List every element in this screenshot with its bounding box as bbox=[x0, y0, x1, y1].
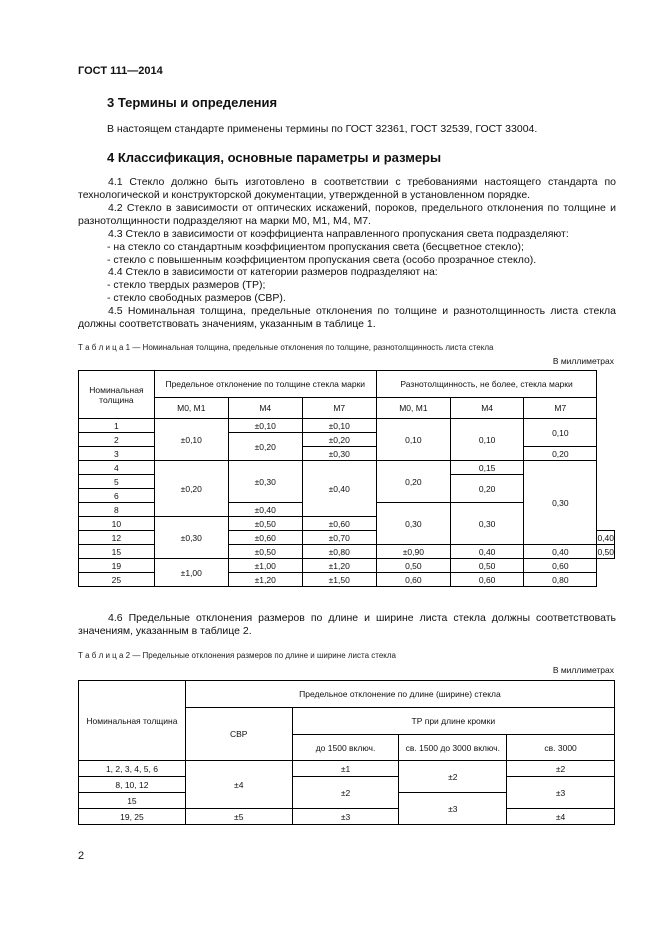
table-1-cell: 10 bbox=[79, 517, 155, 531]
table-1-cell: 0,40 bbox=[597, 532, 614, 543]
table-2-cell: 15 bbox=[79, 793, 186, 809]
table-2 bbox=[78, 680, 615, 825]
table-1-cell: 3 bbox=[79, 447, 155, 461]
table-1-cell: 0,60 bbox=[451, 573, 524, 587]
table-1-cell: 0,50 bbox=[451, 559, 524, 573]
table-2-header-thickness: Номинальная толщина bbox=[79, 681, 186, 761]
table-1-cell: ±0,30 bbox=[154, 517, 228, 559]
table-1-cell: ±1,00 bbox=[154, 559, 228, 587]
table-1-cell: ±0,40 bbox=[228, 503, 302, 517]
table-1-cell: ±0,30 bbox=[228, 461, 302, 503]
table-1-cell: ±0,50 bbox=[228, 545, 302, 559]
table-1-cell: 0,60 bbox=[376, 573, 450, 587]
table-1-cell: ±1,20 bbox=[228, 573, 302, 587]
table-1-cell: 1 bbox=[79, 419, 155, 433]
table-1-cell: ±0,70 bbox=[302, 531, 376, 545]
table-2-cell: ±3 bbox=[507, 777, 615, 809]
table-2-header-tr: ТР при длине кромки bbox=[292, 708, 614, 735]
table-1-cell: 0,20 bbox=[376, 461, 450, 503]
section-3-title: 3 Термины и определения bbox=[107, 95, 278, 110]
table-2-unit: В миллиметрах bbox=[552, 665, 614, 675]
paragraph-4-4-item-1: - стекло твердых размеров (ТР); bbox=[107, 279, 266, 291]
paragraph-4-1: 4.1 Стекло должно быть изготовлено в соответствии с требованиями настоящего стандарта по технологической и конструкторской документации, утвержденной в установленном порядке. bbox=[78, 176, 616, 201]
table-1-cell: 0,50 bbox=[376, 559, 450, 573]
table-1-cell: ±0,20 bbox=[228, 433, 302, 461]
table-1-header-var-m7: М7 bbox=[524, 398, 597, 419]
table-2-caption: Т а б л и ц а 2 — Предельные отклонения размеров по длине и ширине листа стекла bbox=[78, 651, 396, 660]
table-1-cell: ±0,60 bbox=[228, 531, 302, 545]
table-2-cell: 8, 10, 12 bbox=[79, 777, 186, 793]
section-4-title: 4 Классификация, основные параметры и размеры bbox=[107, 150, 442, 165]
table-2-header-deviation: Предельное отклонение по длине (ширине) стекла bbox=[185, 681, 614, 708]
table-1-cell: 0,60 bbox=[524, 559, 597, 573]
table-1-cell: ±0,10 bbox=[228, 419, 302, 433]
table-1-cell: 0,30 bbox=[376, 503, 450, 545]
table-1-cell: 0,30 bbox=[451, 503, 524, 545]
table-2-cell: ±1 bbox=[292, 761, 399, 777]
table-1-cell: 0,10 bbox=[524, 419, 597, 447]
table-1-cell: 0,20 bbox=[451, 475, 524, 503]
table-1-cell: 25 bbox=[79, 573, 155, 587]
page-number: 2 bbox=[78, 850, 85, 862]
table-1-cell: 6 bbox=[79, 489, 155, 503]
table-1-cell: ±1,00 bbox=[228, 559, 302, 573]
table-2-header-col-1: до 1500 включ. bbox=[292, 735, 399, 761]
table-1-cell: 0,10 bbox=[451, 419, 524, 461]
table-2-cell: ±2 bbox=[399, 761, 507, 793]
paragraph-4-5: 4.5 Номинальная толщина, предельные отклонения по толщине и разнотолщинность листа стекла должны соответствовать значениям, указанным в таблице 1. bbox=[78, 305, 616, 330]
table-1-cell: 0,10 bbox=[376, 419, 450, 461]
table-1-header-dev-m0m1: М0, М1 bbox=[154, 398, 228, 419]
table-1-cell: ±0,50 bbox=[228, 517, 302, 531]
table-1-header-dev-m7: М7 bbox=[302, 398, 376, 419]
table-1-cell: ±0,30 bbox=[302, 447, 376, 461]
table-1-header-var-m0m1: М0, М1 bbox=[376, 398, 450, 419]
table-1 bbox=[78, 370, 615, 587]
table-1-cell: ±1,50 bbox=[302, 573, 376, 587]
table-1-cell: 12 bbox=[79, 531, 155, 545]
table-1-cell: ±0,90 bbox=[376, 545, 450, 559]
paragraph-4-3-item-1: - на стекло со стандартным коэффициентом пропускания света (бесцветное стекло); bbox=[107, 241, 524, 253]
table-1-cell: ±0,20 bbox=[154, 461, 228, 517]
table-2-cell: ±2 bbox=[292, 777, 399, 809]
table-1-header-dev-m4: М4 bbox=[228, 398, 302, 419]
paragraph-4-3-item-2: - стекло с повышенным коэффициентом пропускания света (особо прозрачное стекло). bbox=[107, 254, 537, 266]
paragraph-4-6: 4.6 Предельные отклонения размеров по длине и ширине листа стекла должны соответствовать значениям, указанным в таблице 2. bbox=[78, 612, 616, 637]
table-1-cell: 0,80 bbox=[524, 573, 597, 587]
table-2-header-col-2: св. 1500 до 3000 включ. bbox=[399, 735, 507, 761]
table-1-cell: ±0,10 bbox=[302, 419, 376, 433]
table-1-cell: 0,30 bbox=[524, 461, 597, 545]
table-2-header-col-3: св. 3000 bbox=[507, 735, 615, 761]
table-2-cell: ±3 bbox=[399, 793, 507, 825]
table-1-cell: ±0,40 bbox=[302, 461, 376, 517]
table-1-cell: 2 bbox=[79, 433, 155, 447]
table-2-cell: ±4 bbox=[507, 809, 615, 825]
table-1-header-var-m4: М4 bbox=[451, 398, 524, 419]
table-1-cell: 0,15 bbox=[451, 461, 524, 475]
section-3-text: В настоящем стандарте применены термины по ГОСТ 32361, ГОСТ 32539, ГОСТ 33004. bbox=[107, 123, 538, 135]
document-header: ГОСТ 111—2014 bbox=[78, 65, 163, 77]
table-1-header-deviation: Предельное отклонение по толщине стекла марки bbox=[154, 371, 376, 398]
table-1-cell: 0,40 bbox=[451, 545, 524, 559]
table-1-cell: ±0,80 bbox=[302, 545, 376, 559]
table-1-cell: 8 bbox=[79, 503, 155, 517]
table-2-cell: ±4 bbox=[185, 761, 292, 809]
table-1-cell: ±1,20 bbox=[302, 559, 376, 573]
paragraph-4-2: 4.2 Стекло в зависимости от оптических искажений, пороков, предельного отклонения по толщине и разнотолщинности подразделяют на марки М0, М1, М4, М7. bbox=[78, 202, 616, 227]
table-1-caption: Т а б л и ц а 1 — Номинальная толщина, предельные отклонения по толщине, разнотолщинность листа стекла bbox=[78, 343, 494, 352]
table-1-cell: 19 bbox=[79, 559, 155, 573]
table-2-cell: 1, 2, 3, 4, 5, 6 bbox=[79, 761, 186, 777]
table-1-cell: ±0,60 bbox=[302, 517, 376, 531]
paragraph-4-4-item-2: - стекло свободных размеров (СВР). bbox=[107, 292, 286, 304]
table-1-cell: 5 bbox=[79, 475, 155, 489]
table-1-cell: 4 bbox=[79, 461, 155, 475]
table-2-cell: ±2 bbox=[507, 761, 615, 777]
table-2-cell: 19, 25 bbox=[79, 809, 186, 825]
table-2-header-svr: СВР bbox=[185, 708, 292, 761]
paragraph-4-4: 4.4 Стекло в зависимости от категории размеров подразделяют на: bbox=[108, 266, 438, 278]
table-1-unit: В миллиметрах bbox=[552, 356, 614, 366]
table-1-cell: 15 bbox=[79, 545, 155, 559]
table-1-header-variation: Разнотолщинность, не более, стекла марки bbox=[376, 371, 597, 398]
table-1-header-thickness: Номинальная толщина bbox=[79, 371, 155, 419]
table-1-cell: ±0,10 bbox=[154, 419, 228, 461]
table-1-cell: 0,50 bbox=[597, 546, 614, 557]
paragraph-4-3: 4.3 Стекло в зависимости от коэффициента направленного пропускания света подразделяют: bbox=[108, 228, 569, 240]
table-1-cell: ±0,20 bbox=[302, 433, 376, 447]
table-1-cell: 0,40 bbox=[524, 545, 597, 559]
table-1-cell: 0,20 bbox=[524, 447, 597, 461]
table-2-cell: ±5 bbox=[185, 809, 292, 825]
table-2-cell: ±3 bbox=[292, 809, 399, 825]
